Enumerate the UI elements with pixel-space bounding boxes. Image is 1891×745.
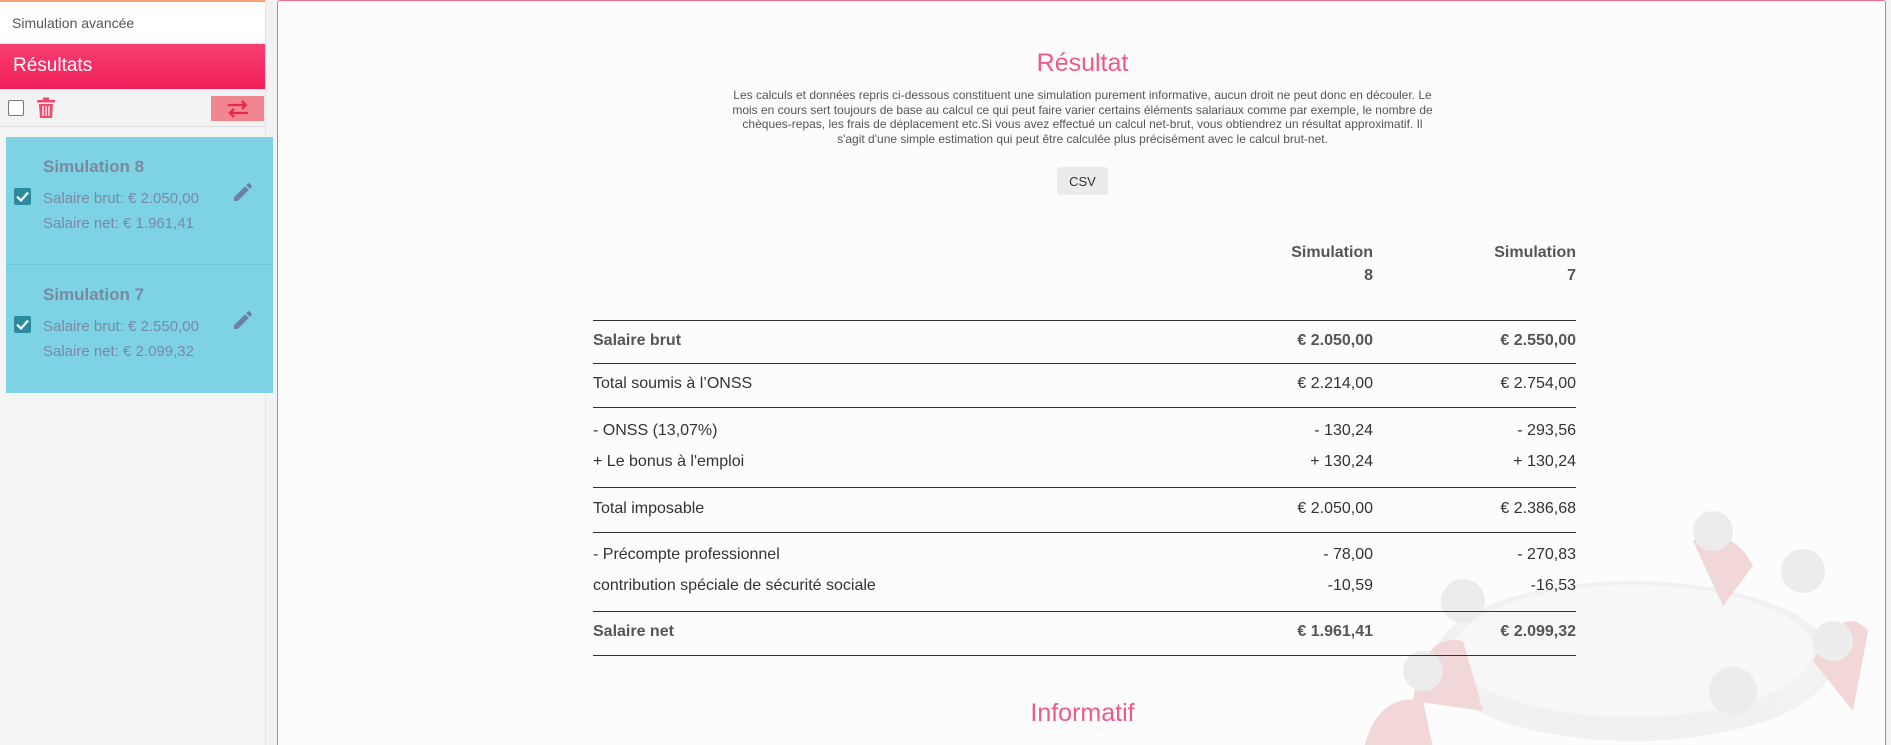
select-all-checkbox[interactable] <box>8 100 24 116</box>
informative-title: Informatif <box>1030 699 1135 727</box>
value-simulation-8: - 130,24 <box>1314 422 1373 439</box>
pencil-icon[interactable] <box>231 180 255 204</box>
table-row-employment-bonus <box>593 453 1576 475</box>
simulation-net-salary: Salaire net: € 2.099,32 <box>43 343 194 360</box>
column-header-number: 8 <box>1364 267 1373 284</box>
simulation-item-8[interactable] <box>6 137 273 265</box>
table-row-taxable-total <box>593 500 1576 522</box>
divider <box>593 611 1576 612</box>
simulation-gross-salary: Salaire brut: € 2.550,00 <box>43 318 199 335</box>
simulation-7-checkbox[interactable] <box>14 316 31 333</box>
row-label: - ONSS (13,07%) <box>593 422 718 439</box>
advanced-simulation-tab[interactable]: Simulation avancée <box>0 0 265 44</box>
value-simulation-7: € 2.550,00 <box>1500 332 1576 349</box>
column-header-simulation-8 <box>1243 241 1373 287</box>
simulation-net-salary: Salaire net: € 1.961,41 <box>43 215 194 232</box>
trash-icon[interactable] <box>36 97 56 119</box>
value-simulation-7: € 2.099,32 <box>1500 623 1576 640</box>
table-row-onss-total <box>593 375 1576 397</box>
simulation-title: Simulation 7 <box>43 285 145 304</box>
table-row-net-salary <box>593 623 1576 645</box>
value-simulation-7: - 293,56 <box>1517 422 1576 439</box>
value-simulation-8: € 2.050,00 <box>1297 332 1373 349</box>
column-header-label: Simulation <box>1494 244 1576 261</box>
csv-export-button[interactable]: CSV <box>1057 167 1108 195</box>
row-label: Total soumis à l’ONSS <box>593 375 753 392</box>
value-simulation-8: € 1.961,41 <box>1297 623 1373 640</box>
swap-arrows-icon <box>225 100 251 118</box>
value-simulation-7: - 270,83 <box>1517 546 1576 563</box>
table-row-withholding-tax <box>593 546 1576 568</box>
divider <box>593 655 1576 656</box>
check-icon <box>16 319 29 330</box>
row-label: Salaire brut <box>593 332 682 349</box>
simulation-list <box>6 137 273 393</box>
value-simulation-8: -10,59 <box>1327 577 1373 594</box>
value-simulation-8: - 78,00 <box>1323 546 1373 563</box>
value-simulation-7: + 130,24 <box>1513 453 1576 470</box>
table-row-social-security-contribution <box>593 577 1576 599</box>
row-label: - Précompte professionnel <box>593 546 780 563</box>
column-header-number: 7 <box>1567 267 1576 284</box>
check-icon <box>16 191 29 202</box>
disclaimer-text: Les calculs et données repris ci-dessous constituent une simulation purement informative, aucun droit ne peut donc en découler. Le mois en cours sert toujours de base au calcul ce qui peut faire varier certains éléments salariaux comme par exemple, le nombre de chèques-repas, les frais de déplacement etc.Si vous avez effectué un calcul net-brut, vous obtiendrez un résultat approximatif. Il s'agit d'une simple estimation qui peut être calculée plus précisément avec le calcul brut-net. <box>732 88 1433 146</box>
value-simulation-7: € 2.386,68 <box>1500 500 1576 517</box>
simulation-8-checkbox[interactable] <box>14 188 31 205</box>
divider <box>593 487 1576 488</box>
value-simulation-7: € 2.754,00 <box>1500 375 1576 392</box>
row-label: Salaire net <box>593 623 674 640</box>
simulation-gross-salary: Salaire brut: € 2.050,00 <box>43 190 199 207</box>
divider <box>593 320 1576 321</box>
row-label: contribution spéciale de sécurité sociale <box>593 577 876 594</box>
divider <box>593 363 1576 364</box>
results-panel <box>277 0 1886 745</box>
value-simulation-7: -16,53 <box>1530 577 1576 594</box>
column-header-simulation-7 <box>1446 241 1576 287</box>
value-simulation-8: + 130,24 <box>1310 453 1373 470</box>
divider <box>593 532 1576 533</box>
row-label: Total imposable <box>593 500 705 517</box>
pencil-icon[interactable] <box>231 308 255 332</box>
results-header: Résultats <box>0 44 265 89</box>
table-row-onss <box>593 422 1576 444</box>
column-header-label: Simulation <box>1291 244 1373 261</box>
table-row-gross-salary <box>593 332 1576 354</box>
results-toolbar <box>0 89 265 127</box>
value-simulation-8: € 2.050,00 <box>1297 500 1373 517</box>
value-simulation-8: € 2.214,00 <box>1297 375 1373 392</box>
simulation-title: Simulation 8 <box>43 157 145 176</box>
row-label: + Le bonus à l'emploi <box>593 453 745 470</box>
result-title: Résultat <box>1036 49 1129 77</box>
divider <box>593 407 1576 408</box>
compare-button[interactable] <box>211 96 264 121</box>
simulation-item-7[interactable] <box>6 265 273 393</box>
